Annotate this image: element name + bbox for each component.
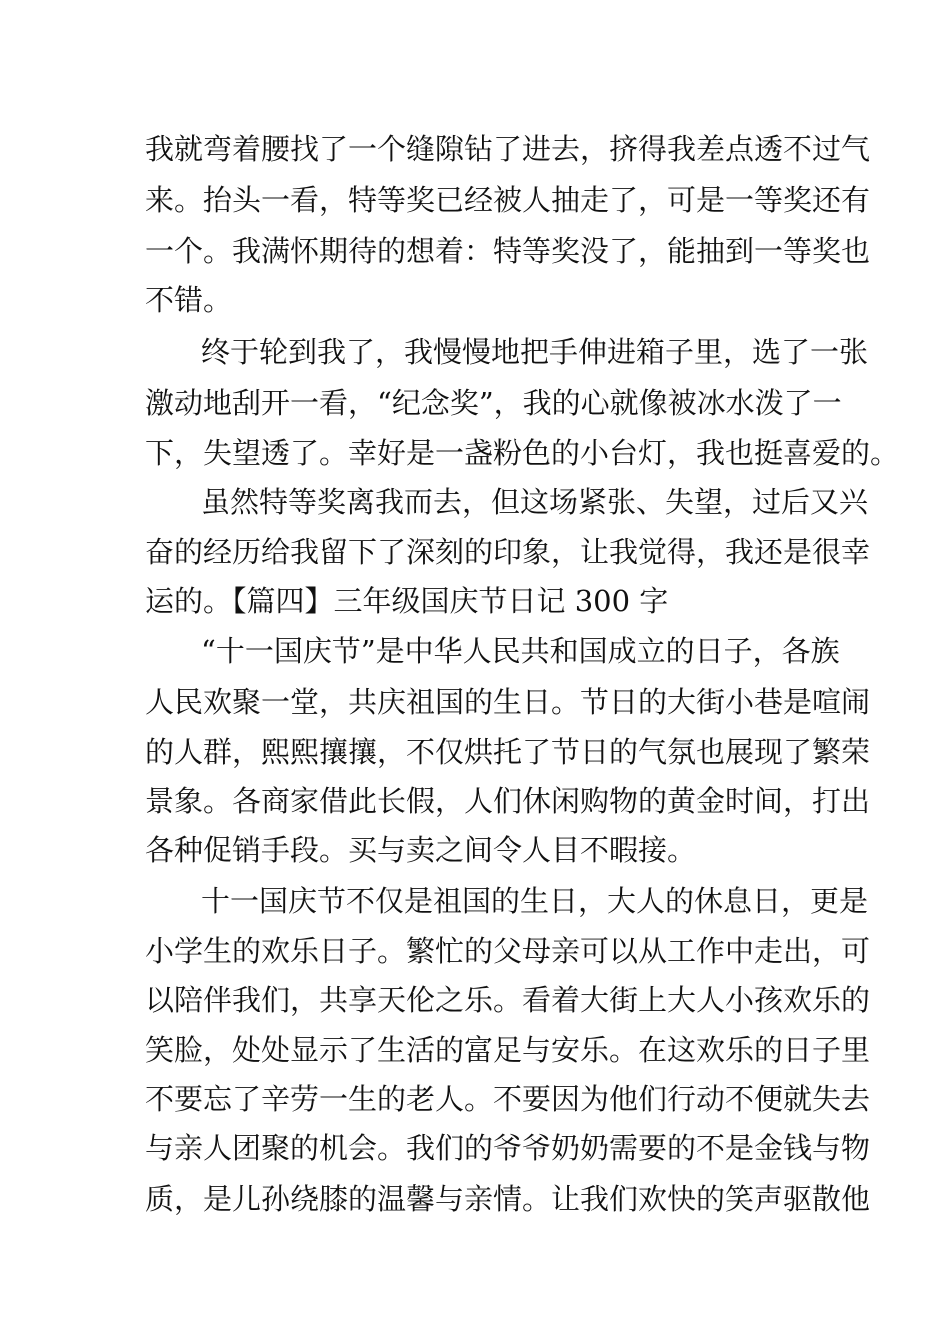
text-line: 一个。我满怀期待的想着：特等奖没了，能抽到一等奖也 xyxy=(145,234,871,268)
text-line: 小学生的欢乐日子。繁忙的父母亲可以从工作中走出，可 xyxy=(145,934,871,968)
text-line: 不错。 xyxy=(145,283,233,317)
text-line: 笑脸，处处显示了生活的富足与安乐。在这欢乐的日子里 xyxy=(145,1033,871,1067)
text-line: 十一国庆节不仅是祖国的生日，大人的休息日，更是 xyxy=(201,884,869,918)
text-line: 各种促销手段。买与卖之间令人目不暇接。 xyxy=(145,833,697,867)
text-line: 来。抬头一看，特等奖已经被人抽走了，可是一等奖还有 xyxy=(145,183,871,217)
text-line: “十一国庆节”是中华人民共和国成立的日子，各族 xyxy=(201,634,840,668)
text-line: 我就弯着腰找了一个缝隙钻了进去，挤得我差点透不过气 xyxy=(145,132,871,166)
text-line: 终于轮到我了，我慢慢地把手伸进箱子里，选了一张 xyxy=(201,335,869,369)
text-line: 虽然特等奖离我而去，但这场紧张、失望，过后又兴 xyxy=(201,485,869,519)
text-line: 的人群，熙熙攘攘，不仅烘托了节日的气氛也展现了繁荣 xyxy=(145,735,871,769)
text-line: 人民欢聚一堂，共庆祖国的生日。节日的大街小巷是喧闹 xyxy=(145,685,871,719)
text-line: 质，是儿孙绕膝的温馨与亲情。让我们欢快的笑声驱散他 xyxy=(145,1182,871,1216)
text-line: 景象。各商家借此长假，人们休闲购物的黄金时间，打出 xyxy=(145,784,871,818)
text-line: 激动地刮开一看，“纪念奖”，我的心就像被冰水泼了一 xyxy=(145,386,842,420)
text-line: 下，失望透了。幸好是一盏粉色的小台灯，我也挺喜爱的。 xyxy=(145,436,900,470)
text-line: 运的。【篇四】三年级国庆节日记 300 字 xyxy=(145,584,669,618)
text-line: 不要忘了辛劳一生的老人。不要因为他们行动不便就失去 xyxy=(145,1082,871,1116)
text-line: 奋的经历给我留下了深刻的印象，让我觉得，我还是很幸 xyxy=(145,535,871,569)
text-line: 与亲人团聚的机会。我们的爷爷奶奶需要的不是金钱与物 xyxy=(145,1131,871,1165)
text-line: 以陪伴我们，共享天伦之乐。看着大街上大人小孩欢乐的 xyxy=(145,983,871,1017)
